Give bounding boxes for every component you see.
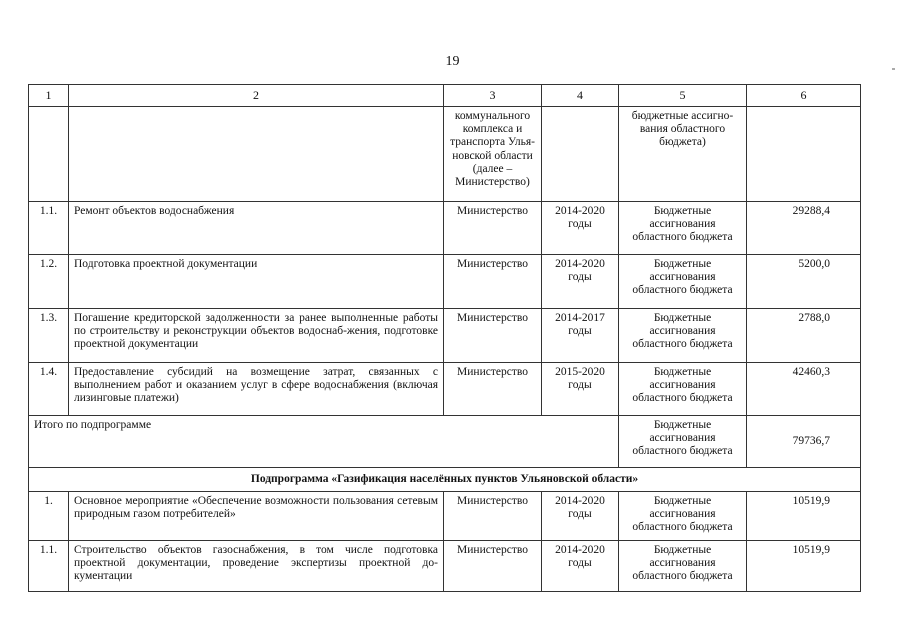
row-name: Погашение кредиторской задолженности за ранее выполненные работы по строительству и реконструкции объектов водоснаб-жения, подготовке проектной документации bbox=[69, 309, 444, 363]
row-number: 1.1. bbox=[29, 202, 69, 255]
row-number: 1.2. bbox=[29, 255, 69, 309]
header-col-5: 5 bbox=[619, 85, 747, 107]
table-row bbox=[29, 541, 861, 592]
row-executor: Министерство bbox=[444, 541, 542, 592]
continuation-row bbox=[29, 107, 861, 202]
header-row bbox=[29, 85, 861, 107]
table-row bbox=[29, 363, 861, 416]
row-executor: Министерство bbox=[444, 202, 542, 255]
header-col-1: 1 bbox=[29, 85, 69, 107]
row-period: 2014-2020 годы bbox=[542, 541, 619, 592]
table-row bbox=[29, 492, 861, 541]
row-name: Ремонт объектов водоснабжения bbox=[69, 202, 444, 255]
row-period: 2014-2017 годы bbox=[542, 309, 619, 363]
table-row bbox=[29, 255, 861, 309]
row-period: 2015-2020 годы bbox=[542, 363, 619, 416]
row-amount: 2788,0 bbox=[747, 309, 861, 363]
program-table bbox=[28, 84, 861, 592]
row-executor: Министерство bbox=[444, 363, 542, 416]
row-source: Бюджетные ассигнования областного бюджета bbox=[619, 202, 747, 255]
table-row bbox=[29, 202, 861, 255]
row-executor: Министерство bbox=[444, 255, 542, 309]
row-number: 1.1. bbox=[29, 541, 69, 592]
row-amount: 10519,9 bbox=[747, 492, 861, 541]
row-period: 2014-2020 годы bbox=[542, 492, 619, 541]
total-amount: 79736,7 bbox=[747, 416, 861, 468]
total-row bbox=[29, 416, 861, 468]
subprogram-title-row bbox=[29, 468, 861, 492]
row-period: 2014-2020 годы bbox=[542, 202, 619, 255]
header-col-6: 6 bbox=[747, 85, 861, 107]
continuation-executor: коммунального комплекса и транспорта Улья-новской области (далее – Министерство) bbox=[444, 107, 542, 202]
row-name: Предоставление субсидий на возмещение затрат, связанных с выполнением работ и оказанием услуг в сфере водоснабжения (включая лизинговые платежи) bbox=[69, 363, 444, 416]
total-label: Итого по подпрограмме bbox=[29, 416, 619, 468]
table-row bbox=[29, 309, 861, 363]
subprogram-title: Подпрограмма «Газификация населённых пунктов Ульяновской области» bbox=[29, 468, 861, 492]
row-source: Бюджетные ассигнования областного бюджета bbox=[619, 255, 747, 309]
row-name: Строительство объектов газоснабжения, в том числе подготовка проектной документации, проведение экспертизы проектной до-кументации bbox=[69, 541, 444, 592]
row-amount: 10519,9 bbox=[747, 541, 861, 592]
row-amount: 42460,3 bbox=[747, 363, 861, 416]
row-executor: Министерство bbox=[444, 309, 542, 363]
total-source: Бюджетные ассигнования областного бюджета bbox=[619, 416, 747, 468]
header-col-4: 4 bbox=[542, 85, 619, 107]
row-source: Бюджетные ассигнования областного бюджета bbox=[619, 492, 747, 541]
row-period: 2014-2020 годы bbox=[542, 255, 619, 309]
header-col-3: 3 bbox=[444, 85, 542, 107]
row-number: 1.4. bbox=[29, 363, 69, 416]
row-source: Бюджетные ассигнования областного бюджета bbox=[619, 309, 747, 363]
header-col-2: 2 bbox=[69, 85, 444, 107]
row-amount: 29288,4 bbox=[747, 202, 861, 255]
row-number: 1.3. bbox=[29, 309, 69, 363]
page-number: 19 bbox=[445, 54, 460, 69]
row-name: Основное мероприятие «Обеспечение возможности пользования сетевым природным газом потребителей» bbox=[69, 492, 444, 541]
row-source: Бюджетные ассигнования областного бюджета bbox=[619, 541, 747, 592]
row-name: Подготовка проектной документации bbox=[69, 255, 444, 309]
row-number: 1. bbox=[29, 492, 69, 541]
row-source: Бюджетные ассигнования областного бюджета bbox=[619, 363, 747, 416]
continuation-source: бюджетные ассигно-вания областного бюджета) bbox=[619, 107, 747, 202]
scan-speck bbox=[892, 68, 895, 70]
row-amount: 5200,0 bbox=[747, 255, 861, 309]
row-executor: Министерство bbox=[444, 492, 542, 541]
